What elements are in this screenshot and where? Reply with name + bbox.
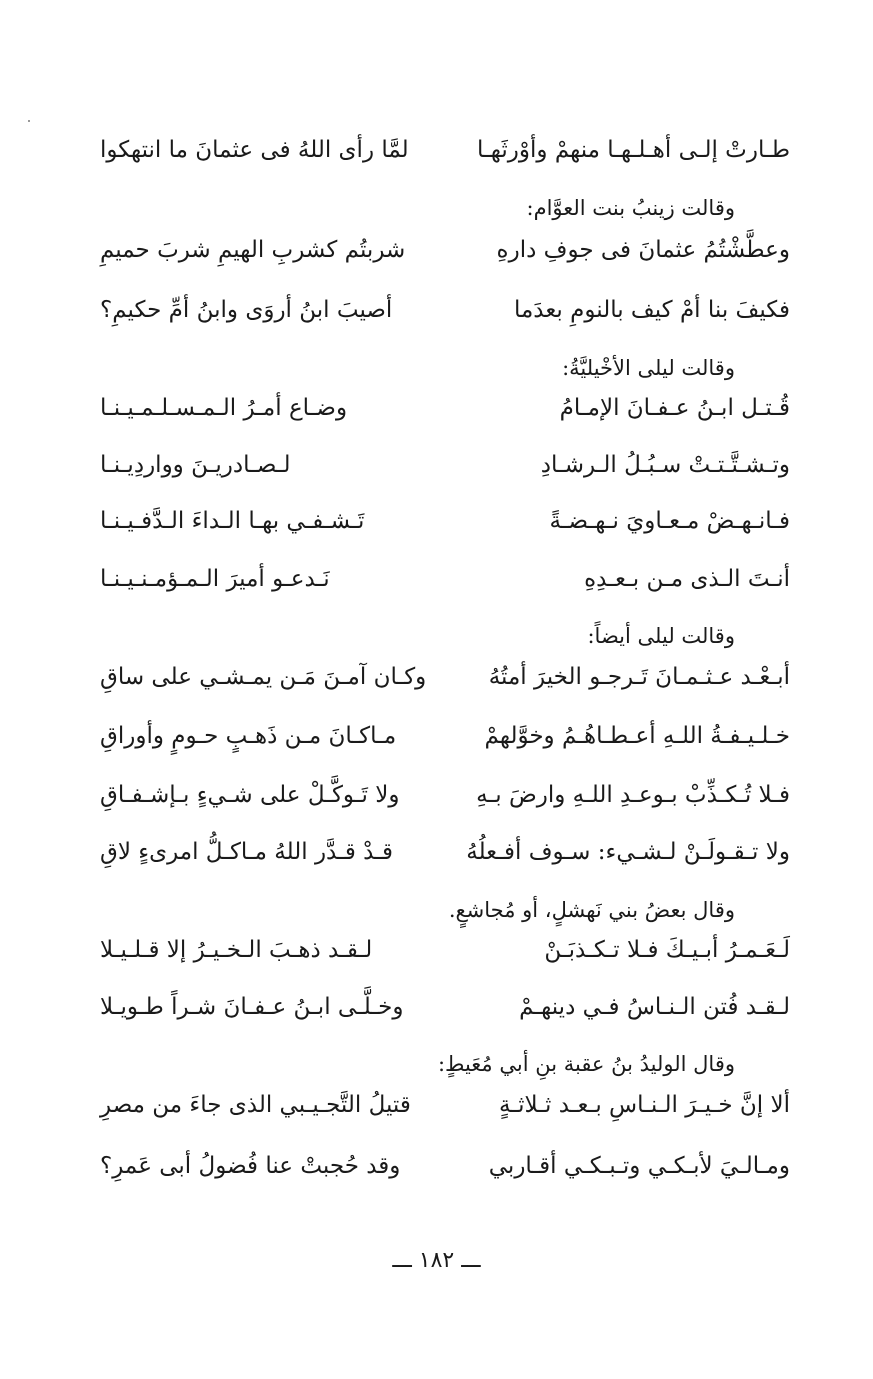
verse-left-hemistich: شربتُم كشربِ الهيمِ شربَ حميمِ	[100, 237, 406, 263]
verse-left-hemistich: لمَّا رأى اللهُ فى عثمانَ ما انتهكوا	[100, 137, 409, 163]
verse-left-hemistich: ولا تَـوكَّـلْ على شـيءٍ بـإشـفـاقِ	[100, 782, 400, 808]
verse-left-hemistich: وخـلَّـى ابـنُ عـفـانَ شـراً طـويـلا	[100, 994, 404, 1020]
verse-line	[100, 830, 790, 874]
poem-intro: وقالت زينبُ بنت العوَّام:	[526, 196, 735, 220]
verse-line	[100, 773, 790, 817]
verse-right-hemistich: وتـشـتَّـتـتْ سـبُـلُ الـرشـادِ	[540, 452, 790, 478]
verse-line	[100, 714, 790, 758]
verse-left-hemistich: قتيلُ التَّجـيـبي الذى جاءَ من مصرِ	[100, 1092, 411, 1118]
verse-left-hemistich: وكـان آمـنَ مَـن يمـشـي على ساقِ	[100, 664, 427, 690]
page-number: ـــ ١٨٢ ـــ	[392, 1248, 481, 1273]
verse-line	[100, 985, 790, 1029]
verse-line	[100, 499, 790, 543]
verse-right-hemistich: فـانـهـضْ مـعـاويَ نـهـضـةً	[549, 508, 790, 534]
verse-line	[100, 443, 790, 487]
verse-right-hemistich: قُـتـل ابـنُ عـفـانَ الإمـامُ	[559, 395, 790, 421]
scan-speck	[28, 120, 30, 122]
poem-intro: وقالت ليلى أيضاً:	[587, 624, 735, 648]
verse-right-hemistich: ولا تـقـولَـنْ لـشـيء: سـوف أفـعلُهُ	[466, 839, 790, 865]
verse-line	[100, 557, 790, 601]
verse-left-hemistich: تَـشـفـي بهـا الـداءَ الـدَّفـيـنـا	[100, 508, 365, 534]
verse-right-hemistich: فـلا تُـكـذِّبْ بـوعـدِ اللـهِ وارضَ بـهِ	[476, 782, 790, 808]
verse-line	[100, 1144, 790, 1188]
verse-left-hemistich: قـدْ قـدَّر اللهُ مـاكـلُّ امرىءٍ لاقِ	[100, 839, 393, 865]
verse-left-hemistich: لـصـادريـنَ وواردِيـنـا	[100, 452, 291, 478]
verse-right-hemistich: ألا إنَّ خـيـرَ الـنـاسِ بـعـد ثـلاثـةٍ	[499, 1092, 790, 1118]
verse-right-hemistich: أبـعْـد عـثـمـانَ تَـرجـو الخيرَ أمتُهُ	[488, 664, 790, 690]
verse-right-hemistich: فكيفَ بنا أمْ كيف بالنومِ بعدَما	[513, 297, 790, 323]
verse-right-hemistich: خـلـيـفـةُ اللـهِ أعـطـاهُـمُ وخوَّلهمْ	[484, 723, 790, 749]
verse-right-hemistich: طـارتْ إلـى أهـلـهـا منهمْ وأوْرثَهـا	[477, 137, 790, 163]
verse-left-hemistich: لـقـد ذهـبَ الـخـيـرُ إلا قـلـيـلا	[100, 937, 373, 963]
verse-line	[100, 128, 790, 172]
verse-left-hemistich: وضـاع أمـرُ الـمـسـلـمـيـنـا	[100, 395, 348, 421]
verse-line	[100, 655, 790, 699]
verse-line	[100, 928, 790, 972]
verse-left-hemistich: نَـدعـو أميرَ الـمـؤمـنـيـنـا	[100, 566, 330, 592]
verse-right-hemistich: لـقـد فُتن الـنـاسُ فـي دينهـمْ	[519, 994, 790, 1020]
poem-intro: وقال بعضُ بني نَهشلٍ، أو مُجاشعٍ.	[448, 898, 735, 922]
verse-left-hemistich: مـاكـانَ مـن ذَهـبٍ حـومٍ وأوراقِ	[100, 723, 397, 749]
verse-right-hemistich: أنـتَ الـذى مـن بـعـدِهِ	[584, 566, 790, 592]
verse-right-hemistich: وعطَّشْتُمُ عثمانَ فى جوفِ دارهِ	[496, 237, 790, 263]
verse-line	[100, 288, 790, 332]
verse-right-hemistich: لَـعَـمـرُ أبـيـكَ فـلا تـكـذبَـنْ	[544, 937, 790, 963]
verse-left-hemistich: وقد حُجبتْ عنا فُضولُ أبى عَمرِ؟	[100, 1153, 401, 1179]
verse-right-hemistich: ومـالـيَ لأبـكـي وتـبـكـي أقـاربي	[488, 1153, 790, 1179]
verse-line	[100, 386, 790, 430]
verse-line	[100, 1083, 790, 1127]
poem-intro: وقال الوليدُ بنُ عقبة بنِ أبي مُعَيطٍ:	[437, 1052, 735, 1076]
verse-line	[100, 228, 790, 272]
verse-left-hemistich: أصيبَ ابنُ أروَى وابنُ أمِّ حكيمِ؟	[100, 297, 393, 323]
poem-intro: وقالت ليلى الأخْيليَّةُ:	[562, 356, 735, 380]
